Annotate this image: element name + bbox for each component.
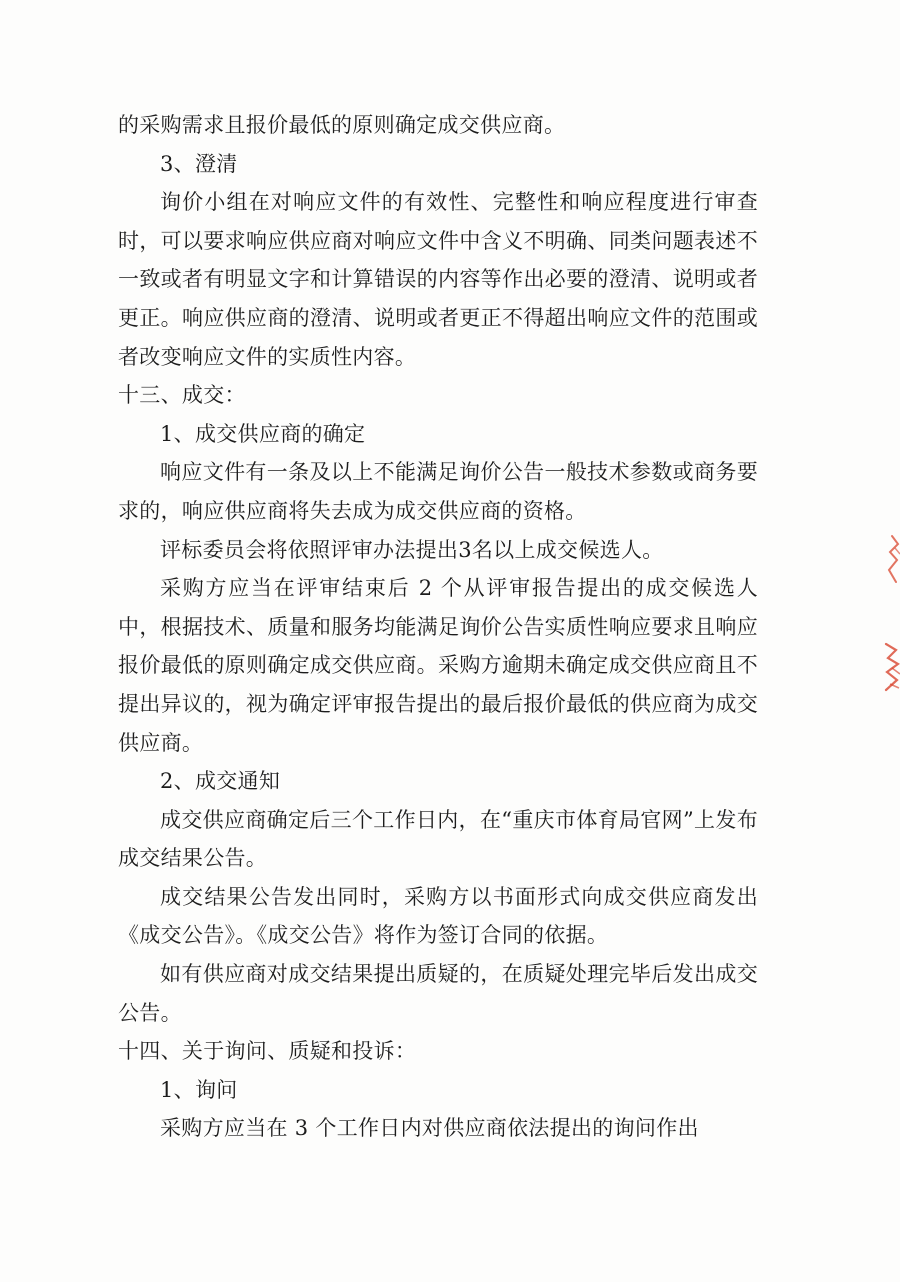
subheading-inquiry: 1、询问 (160, 1077, 238, 1102)
paragraph-selection-rule: 采购方应当在评审结束后 2 个从评审报告提出的成交候选人中，根据技术、质量和服务均能满足询价公告实质性响应要求且响应报价最低的原则确定成交供应商。采购方逾期未确定成交供应商且不提出异议的，视为确定评审报告提出的最后报价最低的供应商为成交供应商。 (118, 576, 758, 755)
paragraph-continuation: 的采购需求且报价最低的原则确定成交供应商。 (118, 113, 566, 137)
subheading-clarification: 3、澄清 (160, 151, 238, 176)
paragraph-candidates: 评标委员会将依照评审办法提出3名以上成交候选人。 (160, 537, 664, 562)
seal-fragment-bottom (872, 640, 900, 700)
subheading-supplier-determination: 1、成交供应商的确定 (160, 421, 366, 446)
document-body (118, 106, 758, 1148)
paragraph-publication: 成交供应商确定后三个工作日内，在“重庆市体育局官网”上发布成交结果公告。 (118, 807, 758, 871)
paragraph-disqualification: 响应文件有一条及以上不能满足询价公告一般技术参数或商务要求的，响应供应商将失去成为成交供应商的资格。 (118, 460, 758, 523)
seal-fragment-top (872, 530, 900, 590)
paragraph-written-notice: 成交结果公告发出同时，采购方以书面形式向成交供应商发出《成交公告》。《成交公告》将作为签订合同的依据。 (118, 884, 758, 948)
subheading-deal-notice: 2、成交通知 (160, 769, 281, 794)
heading-section-14-inquiry: 十四、关于询问、质疑和投诉： (118, 1039, 417, 1064)
paragraph-objection: 如有供应商对成交结果提出质疑的，在质疑处理完毕后发出成交公告。 (118, 962, 758, 1025)
heading-section-13-deal: 十三、成交： (118, 383, 246, 408)
paragraph-inquiry-body: 采购方应当在 3 个工作日内对供应商依法提出的询问作出 (160, 1116, 699, 1141)
paragraph-clarification-body: 询价小组在对响应文件的有效性、完整性和响应程度进行审查时，可以要求响应供应商对响应文件中含义不明确、同类问题表述不一致或者有明显文字和计算错误的内容等作出必要的澄清、说明或者更正。响应供应商的澄清、说明或者更正不得超出响应文件的范围或者改变响应文件的实质性内容。 (118, 190, 758, 369)
